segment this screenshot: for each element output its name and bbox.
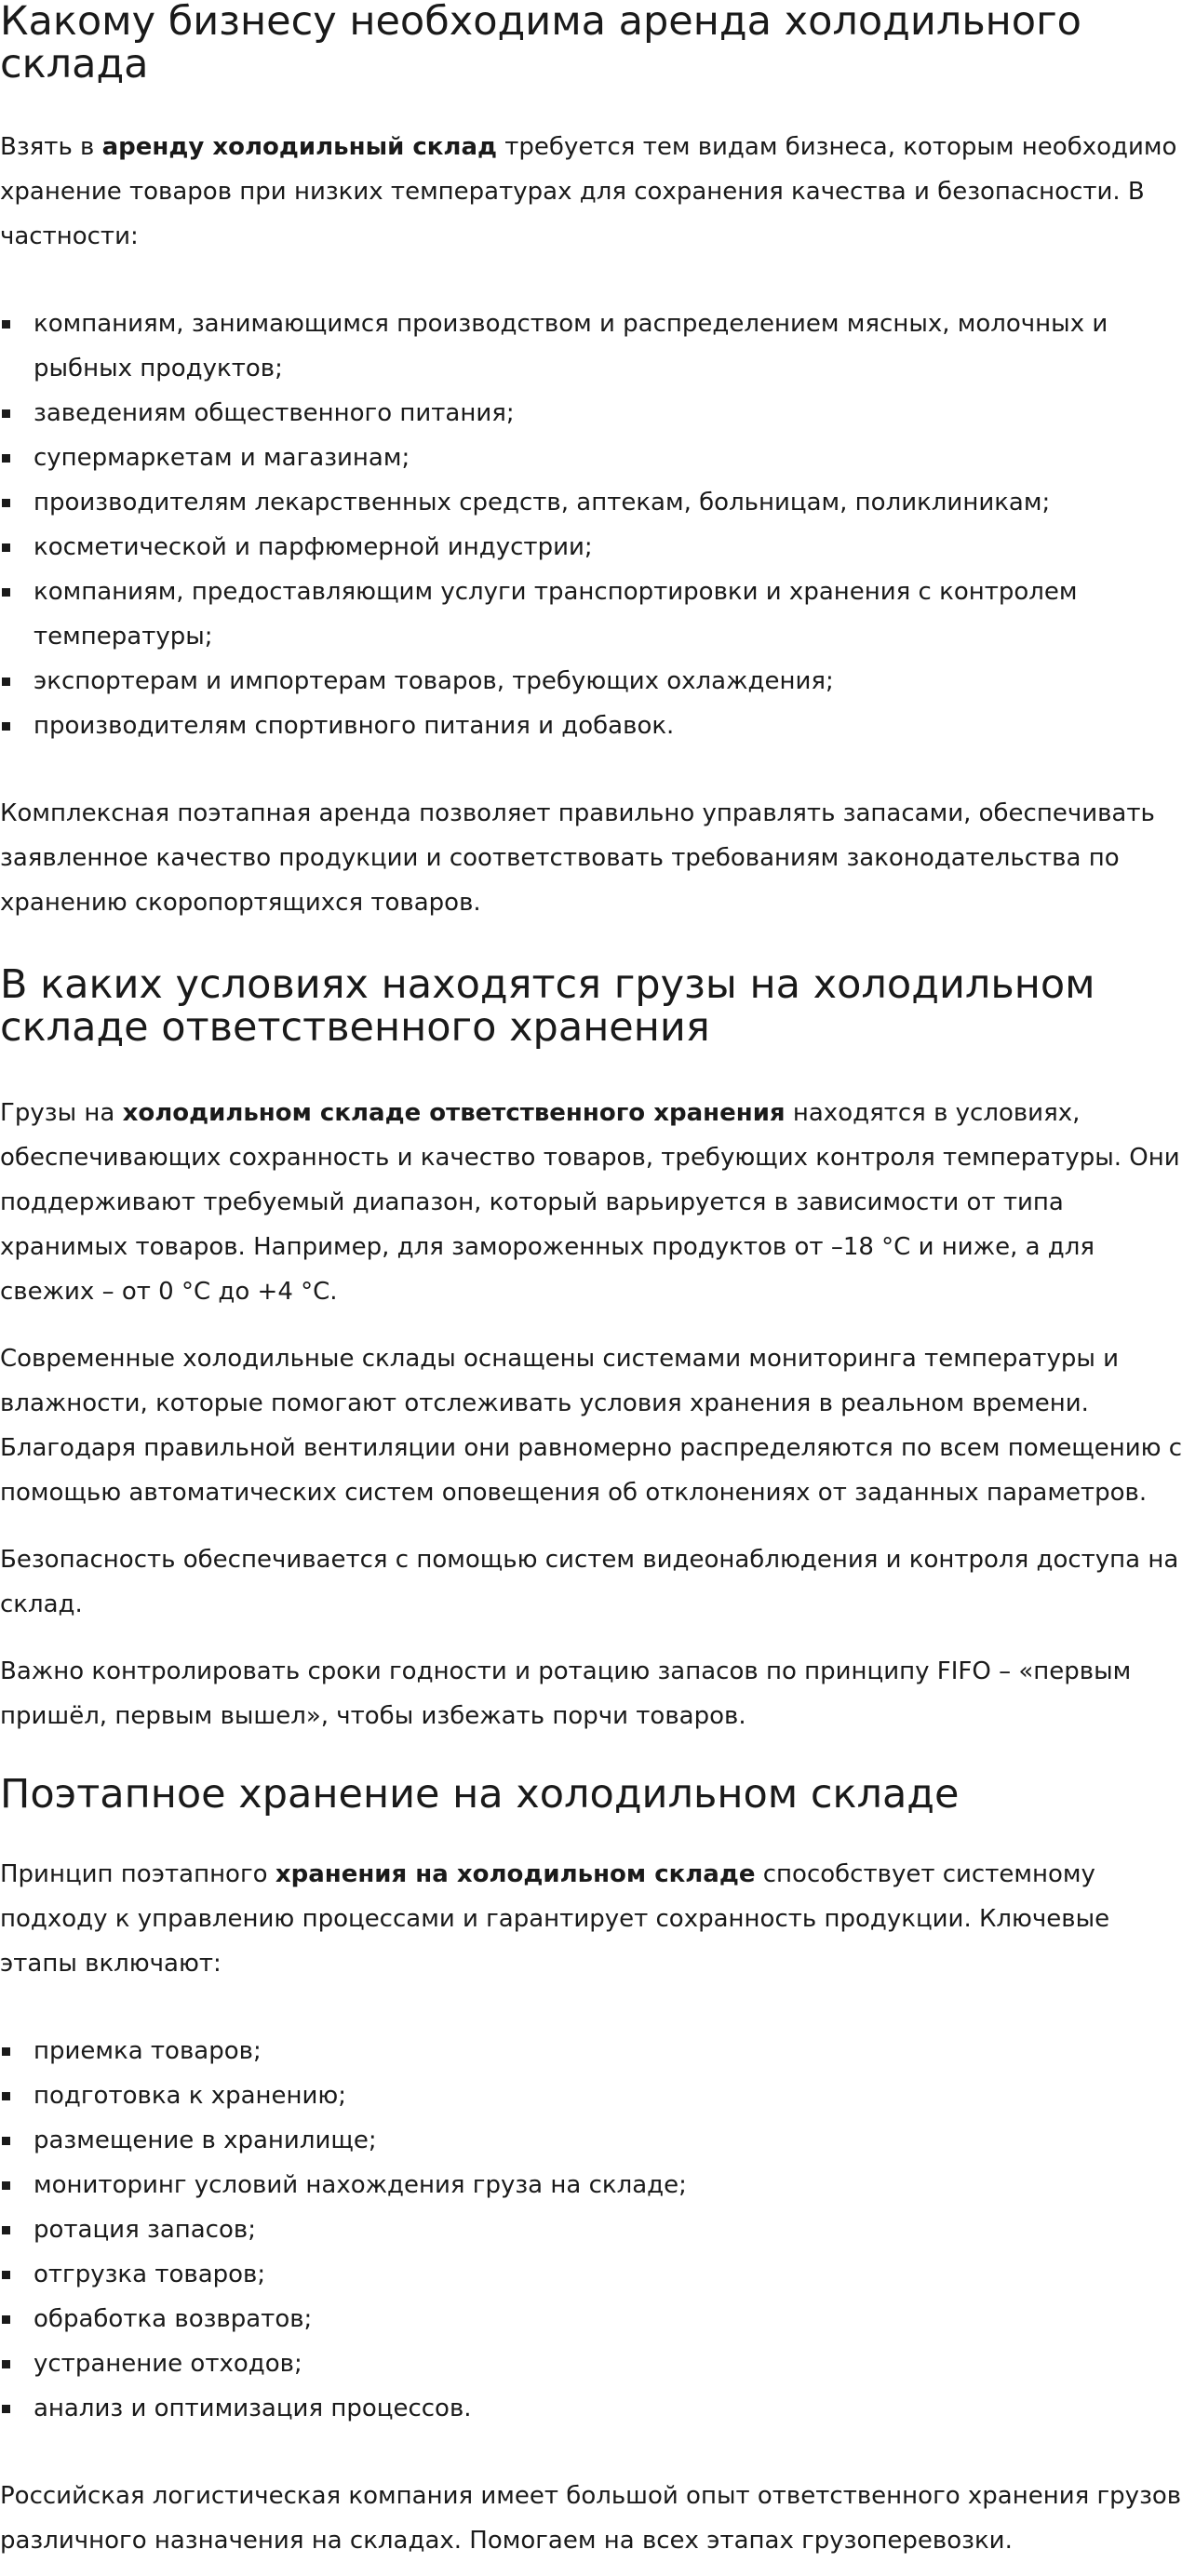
section-1-intro-line: хранение товаров при низких температурах для сохранения качества и безопасности. В	[0, 178, 1145, 206]
section-1-outro-line: заявленное качество продукции и соответствовать требованиям законодательства по	[0, 844, 1120, 872]
section-1-heading	[0, 0, 1081, 86]
square-bullet-icon	[2, 722, 10, 731]
square-bullet-icon	[2, 2360, 10, 2368]
section-2-p1-line: поддерживают требуемый диапазон, который варьируется в зависимости от типа	[0, 1188, 1064, 1216]
square-bullet-icon	[2, 2092, 10, 2100]
square-bullet-icon	[2, 2181, 10, 2190]
section-2-p2-line: Благодаря правильной вентиляции они равномерно распределяются по всем помещению с	[0, 1434, 1182, 1462]
section-1-intro-line: Взять в аренду холодильный склад требуется тем видам бизнеса, которым необходимо	[0, 133, 1177, 161]
section-3-intro-line: подходу к управлению процессами и гарантирует сохранность продукции. Ключевые	[0, 1905, 1110, 1933]
section-2-p3-line: Безопасность обеспечивается с помощью систем видеонаблюдения и контроля доступа на	[0, 1546, 1179, 1574]
square-bullet-icon	[2, 678, 10, 686]
square-bullet-icon	[2, 2047, 10, 2056]
section-1-intro-line: частности:	[0, 222, 139, 250]
section-1-outro-line: хранению скоропортящихся товаров.	[0, 889, 481, 917]
section-1-heading-line: Какому бизнесу необходима аренда холодильного	[0, 0, 1081, 45]
square-bullet-icon	[2, 320, 10, 329]
keyword-cold-storage-responsible: холодильном складе ответственного хранения	[122, 1099, 786, 1127]
square-bullet-icon	[2, 2405, 10, 2413]
keyword-storage-cold-warehouse: хранения на холодильном складе	[275, 1860, 756, 1888]
section-2-p2-line: помощью автоматических систем оповещения об отклонениях от заданных параметров.	[0, 1479, 1148, 1507]
section-2-heading	[0, 963, 1095, 1049]
section-2-p2-line: Современные холодильные склады оснащены системами мониторинга температуры и	[0, 1345, 1120, 1373]
article: Какому бизнесу необходима аренда холодильного склада Взять в аренду холодильный склад требуется тем видам бизнеса, которым необходимо хранение товаров при низких температурах для сохранения качества и безопасности. В частности: компаниям, занимающимся производством и распределением мясных, молочных и рыбных продуктов; заведениям общественного питания; супермаркетам и магазинам; производителям лекарственных средств, аптекам, больницам, поликлиникам; косметической и парфюмерной индустрии; компаниям, предоставляющим услуги транспортировки и хранения с контролем температуры; экспортерам и импортерам товаров, требующих охлаждения; производителям спортивного питания и добавок. Комплексная поэтапная аренда позволяет правильно управлять запасами, обеспечивать заявленное качество продукции и соответствовать требованиям законодательства по хранению скоропортящихся товаров. В каких условиях находятся грузы на холодильном складе ответственного хранения Грузы на холодильном складе ответственного хранения находятся в условиях, обеспечивающих сохранность и качество товаров, требующих контроля температуры. Они поддерживают требуемый диапазон, который варьируется в зависимости от типа хранимых товаров. Например, для замороженных продуктов от –18 °C и ниже, а для свежих – от 0 °C до +4 °C. Современные холодильные склады оснащены системами мониторинга температуры и влажности, которые помогают отслеживать условия хранения в реальном времени. Благодаря правильной вентиляции они равномерно распределяются по всем помещению с помощью автоматических систем оповещения об отклонениях от заданных параметров. Безопасность обеспечивается с помощью систем видеонаблюдения и контроля доступа на склад. Важно контролировать сроки годности и ротацию запасов по принципу FIFO – «первым пришёл, первым вышел», чтобы избежать порчи товаров. Поэтапное хранение на холодильном складе Принцип поэтапного хранения на холодильном складе способствует системному подходу к управлению процессами и гарантирует сохранность продукции. Ключевые этапы включают: приемка товаров; подготовка к хранению; размещение в хранилище; мониторинг условий нахождения груза на складе; ротация запасов; отгрузка товаров; обработка возвратов; устранение отходов; анализ и оптимизация процессов. Российская логистическая компания имеет большой опыт ответственного хранения грузов различного назначения на складах. Помогаем на всех этапах грузоперевозки.	[0, 0, 1182, 2576]
section-2-p1-line: обеспечивающих сохранность и качество товаров, требующих контроля температуры. Они	[0, 1144, 1180, 1172]
section-2-p4-line: пришёл, первым вышел», чтобы избежать порчи товаров.	[0, 1702, 746, 1730]
section-3-intro-line: Принцип поэтапного хранения на холодильном складе способствует системному	[0, 1860, 1095, 1888]
section-3-outro-line: Российская логистическая компания имеет большой опыт ответственного хранения грузов	[0, 2482, 1182, 2510]
section-3-heading	[0, 1773, 960, 1816]
section-3-intro-line: этапы включают:	[0, 1950, 222, 1978]
section-1-outro-line: Комплексная поэтапная аренда позволяет правильно управлять запасами, обеспечивать	[0, 799, 1155, 827]
section-2-p3-line: склад.	[0, 1590, 83, 1618]
section-2-p1-line: свежих – от 0 °C до +4 °C.	[0, 1278, 338, 1306]
section-1-heading-line: склада	[0, 41, 149, 87]
square-bullet-icon	[2, 454, 10, 463]
section-2-p1-line: хранимых товаров. Например, для замороженных продуктов от –18 °C и ниже, а для	[0, 1233, 1095, 1261]
square-bullet-icon	[2, 2271, 10, 2279]
section-2-p4-line: Важно контролировать сроки годности и ротацию запасов по принципу FIFO – «первым	[0, 1657, 1132, 1685]
square-bullet-icon	[2, 2137, 10, 2145]
section-2-heading-line: В каких условиях находятся грузы на холодильном	[0, 961, 1095, 1008]
square-bullet-icon	[2, 2226, 10, 2234]
square-bullet-icon	[2, 543, 10, 552]
section-3-heading-line: Поэтапное хранение на холодильном складе	[0, 1771, 960, 1818]
keyword-cold-storage-rent: аренду холодильный склад	[101, 133, 498, 161]
square-bullet-icon	[2, 588, 10, 597]
section-2-p2-line: влажности, которые помогают отслеживать условия хранения в реальном времени.	[0, 1389, 1089, 1417]
square-bullet-icon	[2, 499, 10, 507]
square-bullet-icon	[2, 2315, 10, 2324]
section-2-heading-line: складе ответственного хранения	[0, 1004, 710, 1051]
section-3-outro-line: различного назначения на складах. Помогаем на всех этапах грузоперевозки.	[0, 2527, 1013, 2555]
section-2-p1-line: Грузы на холодильном складе ответственного хранения находятся в условиях,	[0, 1099, 1081, 1127]
square-bullet-icon	[2, 409, 10, 418]
